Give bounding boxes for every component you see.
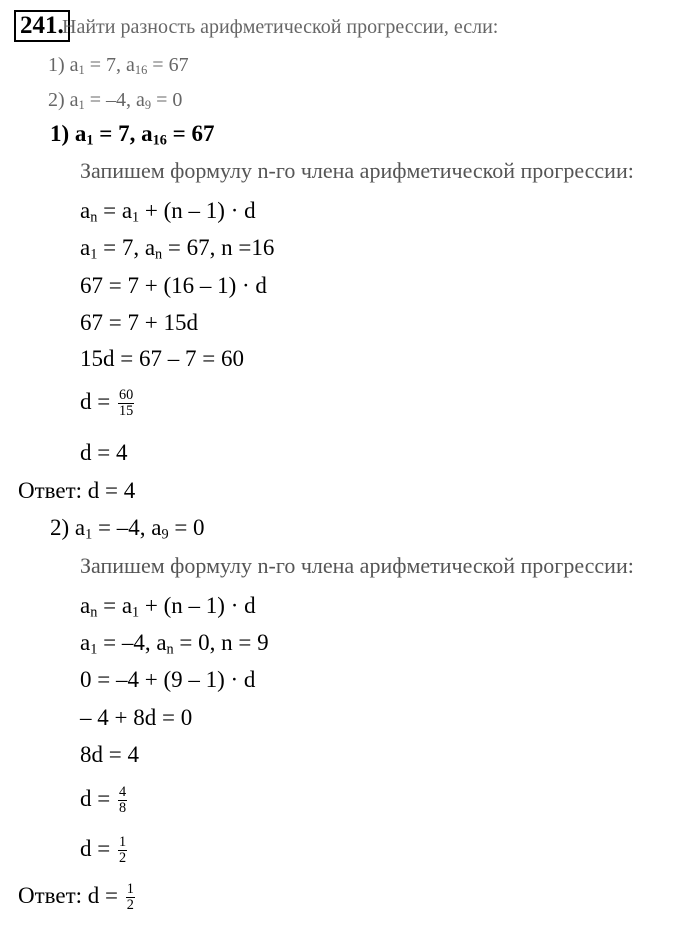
solution-line: [50, 121, 215, 149]
text-segment: Ответ: d =: [18, 882, 124, 908]
numerator: 60: [118, 387, 134, 403]
text-segment: d =: [80, 388, 116, 414]
solution-line: [80, 160, 634, 182]
text-segment: d =: [80, 835, 116, 861]
denominator: 8: [118, 799, 127, 816]
text-segment: = 0, n = 9: [173, 630, 269, 655]
text-segment: = a: [97, 198, 133, 223]
subscript: 9: [144, 98, 152, 113]
subscript: 1: [78, 98, 85, 113]
solution-line: [80, 593, 256, 621]
text-segment: = 7, a: [97, 235, 156, 260]
text-segment: 67 = 7 + 15d: [80, 310, 198, 335]
subscript: 1: [90, 246, 98, 263]
subscript: 16: [152, 132, 167, 149]
subscript: n: [155, 246, 163, 263]
text-segment: = 67: [147, 54, 189, 76]
solution-line: [80, 274, 267, 297]
problem-number: 241.: [14, 10, 70, 42]
answer-line: [18, 882, 135, 913]
solution-line: [50, 515, 205, 543]
subscript: 1: [85, 526, 93, 543]
text-segment: = 7, a: [93, 121, 153, 146]
subscript: 1: [132, 604, 140, 621]
text-segment: 1) a: [50, 121, 87, 146]
solution-line: [80, 785, 127, 816]
solution-line: [80, 743, 139, 766]
text-segment: Ответ: d = 4: [18, 478, 136, 503]
solution-line: [80, 668, 255, 691]
condition-item: [48, 54, 189, 78]
text-segment: 0 = –4 + (9 – 1) · d: [80, 667, 256, 692]
denominator: 15: [118, 402, 134, 419]
fraction: [126, 882, 135, 913]
subscript: n: [90, 604, 98, 621]
text-segment: Запишем формулу n-го члена арифметической прогрессии:: [80, 158, 634, 183]
text-segment: a: [80, 235, 91, 260]
subscript: 1: [78, 63, 85, 78]
text-segment: a: [80, 198, 91, 223]
solution-line: [80, 706, 192, 729]
subscript: n: [90, 209, 98, 226]
subscript: 1: [86, 132, 94, 149]
fraction: [118, 388, 134, 419]
text-segment: 2) a: [48, 89, 79, 111]
subscript: 9: [161, 526, 169, 543]
text-segment: = –4, a: [92, 515, 162, 540]
numerator: 4: [118, 784, 127, 800]
text-segment: = –4, a: [97, 630, 167, 655]
text-segment: = 67, n =16: [162, 235, 275, 260]
text-segment: = 67: [166, 121, 215, 146]
denominator: 2: [126, 896, 134, 913]
text-segment: = –4, a: [84, 89, 145, 111]
solution-line: [80, 441, 127, 464]
text-segment: + (n – 1) · d: [139, 198, 256, 223]
text-segment: = 0: [151, 89, 183, 111]
problem-statement: Найти разность арифметической прогрессии, если:: [62, 16, 499, 38]
solution-line: [80, 630, 269, 658]
text-segment: 1) a: [48, 54, 79, 76]
answer-line: [18, 479, 135, 502]
subscript: 16: [134, 63, 148, 78]
text-segment: 8d = 4: [80, 742, 139, 767]
text-segment: + (n – 1) · d: [139, 593, 256, 618]
text-segment: = a: [97, 593, 133, 618]
text-segment: 15d = 67 – 7 = 60: [80, 346, 244, 371]
solution-line: [80, 347, 244, 370]
solution-line: [80, 235, 275, 263]
numerator: 1: [126, 881, 134, 897]
denominator: 2: [118, 849, 127, 866]
text-segment: 67 = 7 + (16 – 1) · d: [80, 273, 267, 298]
text-segment: d =: [80, 785, 116, 811]
text-segment: 2) a: [50, 515, 86, 540]
solution-line: [80, 311, 198, 334]
solution-line: [80, 388, 134, 419]
subscript: 1: [132, 209, 140, 226]
text-segment: a: [80, 630, 91, 655]
solution-line: [80, 555, 634, 577]
text-segment: Запишем формулу n-го члена арифметической прогрессии:: [80, 553, 634, 578]
text-segment: = 0: [168, 515, 205, 540]
solution-line: [80, 198, 256, 226]
text-segment: d = 4: [80, 440, 128, 465]
solution-line: [80, 835, 127, 866]
condition-item: [48, 89, 183, 113]
text-segment: – 4 + 8d = 0: [80, 705, 193, 730]
subscript: 1: [90, 641, 98, 658]
subscript: n: [166, 641, 174, 658]
fraction: [118, 835, 127, 866]
numerator: 1: [118, 834, 127, 850]
fraction: [118, 785, 127, 816]
text-segment: a: [80, 593, 91, 618]
text-segment: = 7, a: [84, 54, 135, 76]
